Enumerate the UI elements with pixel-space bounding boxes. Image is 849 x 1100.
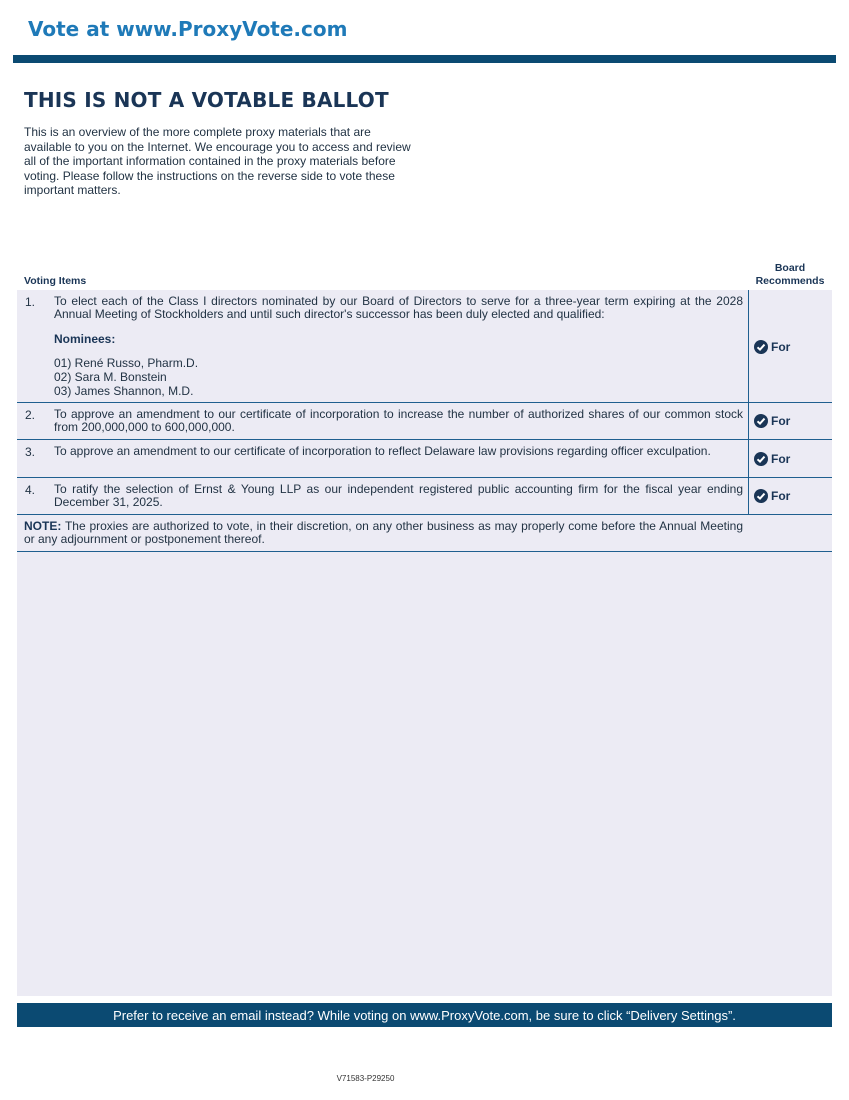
item-text: To ratify the selection of Ernst & Young LLP as our independent registered public accounting firm for the fiscal year ending December 31, 2025.	[54, 482, 743, 509]
header-rule	[13, 55, 836, 63]
check-circle-icon	[754, 489, 768, 503]
recommendation-label: For	[771, 489, 791, 503]
footer-text: Prefer to receive an email instead? While voting on www.ProxyVote.com, be sure to click “Delivery Settings”.	[113, 1007, 736, 1023]
recommendation-cell	[748, 440, 832, 477]
voting-item-1	[17, 290, 832, 403]
note-paragraph	[24, 520, 743, 545]
recommendation-label: For	[771, 340, 791, 354]
note-divider	[17, 551, 832, 552]
item-number: 1.	[25, 295, 36, 309]
item-number: 4.	[25, 483, 36, 497]
item-number: 2.	[25, 408, 36, 422]
item-text: To elect each of the Class I directors nominated by our Board of Directors to serve for a three-year term expiring at the 2028 Annual Meeting of Stockholders and until such director's successor has been duly elected and qualified:	[54, 294, 743, 321]
document-code: V71583-P29250	[336, 1074, 395, 1083]
nominee: 01) René Russo, Pharm.D.	[54, 356, 199, 370]
voting-item-4	[17, 478, 832, 515]
voting-items-heading: Voting Items	[24, 275, 87, 287]
nominees-list	[54, 356, 198, 398]
footer-banner	[17, 1003, 832, 1027]
board-heading-line2: Recommends	[755, 274, 825, 287]
item-text: To approve an amendment to our certificate of incorporation to increase the number of authorized shares of our common stock from 200,000,000 to 600,000,000.	[54, 407, 743, 434]
recommendation-cell	[748, 478, 832, 514]
board-heading-line1: Board	[774, 262, 806, 274]
voting-item-2	[17, 403, 832, 440]
item-number: 3.	[25, 445, 36, 459]
check-circle-icon	[754, 414, 768, 428]
nominees-title: Nominees:	[54, 332, 116, 346]
header-title: Vote at www.ProxyVote.com	[28, 17, 348, 41]
page-title: THIS IS NOT A VOTABLE BALLOT	[24, 88, 389, 112]
voting-item-3	[17, 440, 832, 478]
note-label: NOTE:	[24, 519, 62, 533]
recommendation-label: For	[771, 414, 791, 428]
note-text: The proxies are authorized to vote, in their discretion, on any other business as may properly come before the Annual Meeting or any adjournment or postponement thereof.	[24, 519, 743, 546]
recommendation-cell	[748, 403, 832, 439]
check-circle-icon	[754, 452, 768, 466]
recommendation-cell	[748, 290, 832, 402]
intro-paragraph: This is an overview of the more complete proxy materials that are available to you on the Internet. We encourage you to access and review all of the important information contained in the proxy materials before voting. Please follow the instructions on the reverse side to vote these important matters.	[24, 125, 411, 197]
recommendation-label: For	[771, 451, 791, 466]
board-recommends-heading	[748, 262, 832, 287]
nominee: 02) Sara M. Bonstein	[54, 370, 167, 384]
check-circle-icon	[754, 340, 768, 354]
nominee: 03) James Shannon, M.D.	[54, 384, 194, 398]
item-text: To approve an amendment to our certificate of incorporation to reflect Delaware law provisions regarding officer exculpation.	[54, 444, 711, 458]
